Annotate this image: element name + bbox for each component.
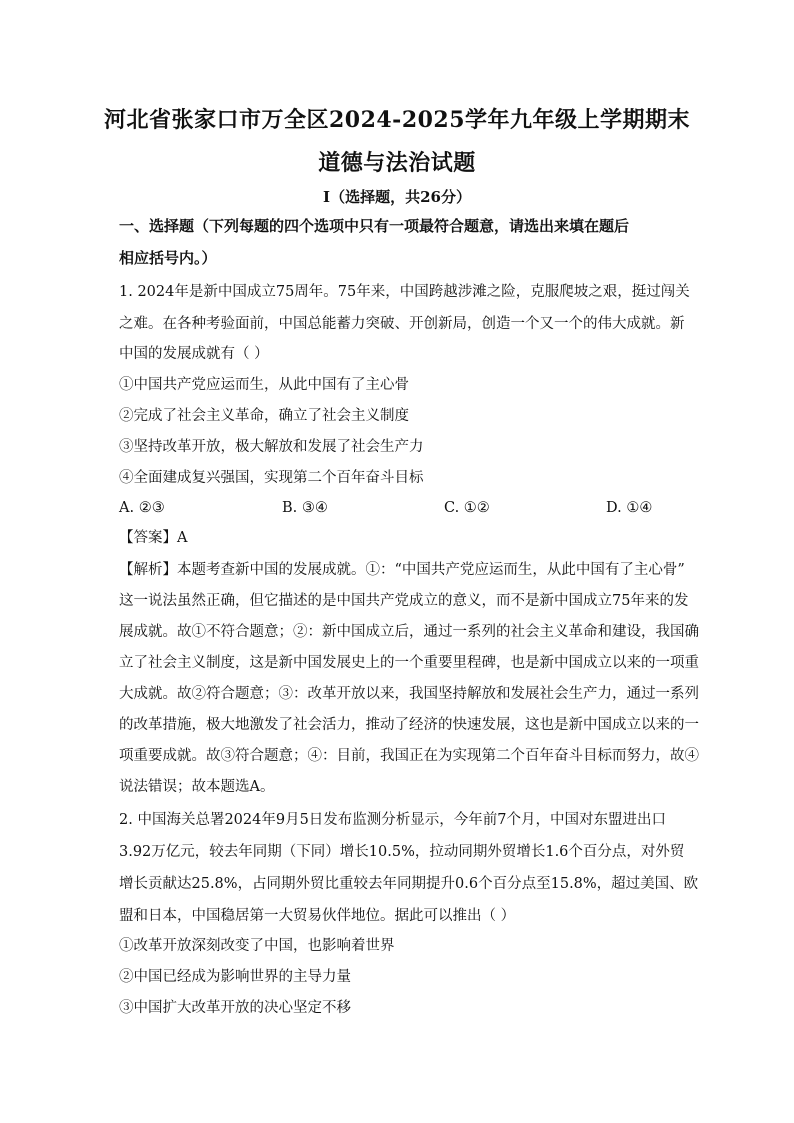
q1-statement-2: ②完成了社会主义革命，确立了社会主义制度	[119, 408, 409, 424]
document-title-line1: 河北省张家口市万全区2024-2025学年九年级上学期期末	[103, 107, 691, 133]
q1-stem-line: 之难。在各种考验面前，中国总能蓄力突破、开创新局，创造一个又一个的伟大成就。新	[119, 316, 685, 332]
q1-option-d: D. ①④	[606, 500, 653, 516]
q2-stem-line: 3.92万亿元，较去年同期（下同）增长10.5%，拉动同期外贸增长1.6个百分点，对外贸	[119, 844, 685, 860]
q1-analysis-line: 立了社会主义制度，这是新中国发展史上的一个重要里程碑，也是新中国成立以来的一项重	[119, 655, 699, 671]
q2-stem-line: 盟和日本，中国稳居第一大贸易伙伴地位。据此可以推出（ ）	[119, 908, 516, 924]
q1-analysis-line: 展成就。故①不符合题意；②：新中国成立后，通过一系列的社会主义革命和建设，我国确	[119, 624, 699, 640]
q1-analysis-line: 的改革措施，极大地激发了社会活力，推动了经济的快速发展，这也是新中国成立以来的一	[119, 717, 699, 733]
q1-analysis-line: 【解析】本题考查新中国的发展成就。①：“中国共产党应运而生，从此中国有了主心骨”	[119, 562, 685, 578]
q1-analysis-line: 这一说法虽然正确，但它描述的是中国共产党成立的意义，而不是新中国成立75年来的发	[119, 593, 689, 609]
q1-answer: 【答案】A	[119, 530, 188, 546]
q2-statement-3: ③中国扩大改革开放的决心坚定不移	[119, 1000, 351, 1016]
q1-analysis-line: 说法错误；故本题选A。	[119, 779, 275, 795]
q1-statement-1: ①中国共产党应运而生，从此中国有了主心骨	[119, 377, 409, 393]
section-heading-line1: 一、选择题（下列每题的四个选项中只有一项最符合题意，请选出来填在题后	[119, 217, 630, 235]
q1-statement-3: ③坚持改革开放，极大解放和发展了社会生产力	[119, 439, 424, 455]
q2-statement-1: ①改革开放深刻改变了中国，也影响着世界	[119, 938, 395, 954]
q1-analysis-line: 项重要成就。故③符合题意；④：目前，我国正在为实现第二个百年奋斗目标而努力，故④	[119, 748, 699, 764]
q1-option-c: C. ①②	[444, 500, 490, 516]
q1-analysis-line: 大成就。故②符合题意；③：改革开放以来，我国坚持解放和发展社会生产力，通过一系列	[119, 686, 699, 702]
section-heading-line2: 相应括号内。）	[119, 249, 217, 267]
q1-statement-4: ④全面建成复兴强国，实现第二个百年奋斗目标	[119, 470, 424, 486]
q1-option-b: B. ③④	[282, 500, 328, 516]
q2-stem-line: 增长贡献达25.8%，占同期外贸比重较去年同期提升0.6个百分点至15.8%，超过美国、欧	[119, 876, 699, 892]
q2-stem-line: 2. 中国海关总署2024年9月5日发布监测分析显示，今年前7个月，中国对东盟进出口	[119, 812, 667, 828]
part-heading: I（选择题，共26分）	[323, 188, 471, 206]
q1-stem-line: 中国的发展成就有（ ）	[119, 346, 269, 362]
q2-statement-2: ②中国已经成为影响世界的主导力量	[119, 969, 351, 985]
document-title-line2: 道德与法治试题	[318, 150, 476, 176]
q1-option-a: A. ②③	[119, 500, 165, 516]
q1-stem-line: 1. 2024年是新中国成立75周年。75年来，中国跨越涉滩之险，克服爬坡之艰，挺过闯关	[119, 284, 690, 300]
